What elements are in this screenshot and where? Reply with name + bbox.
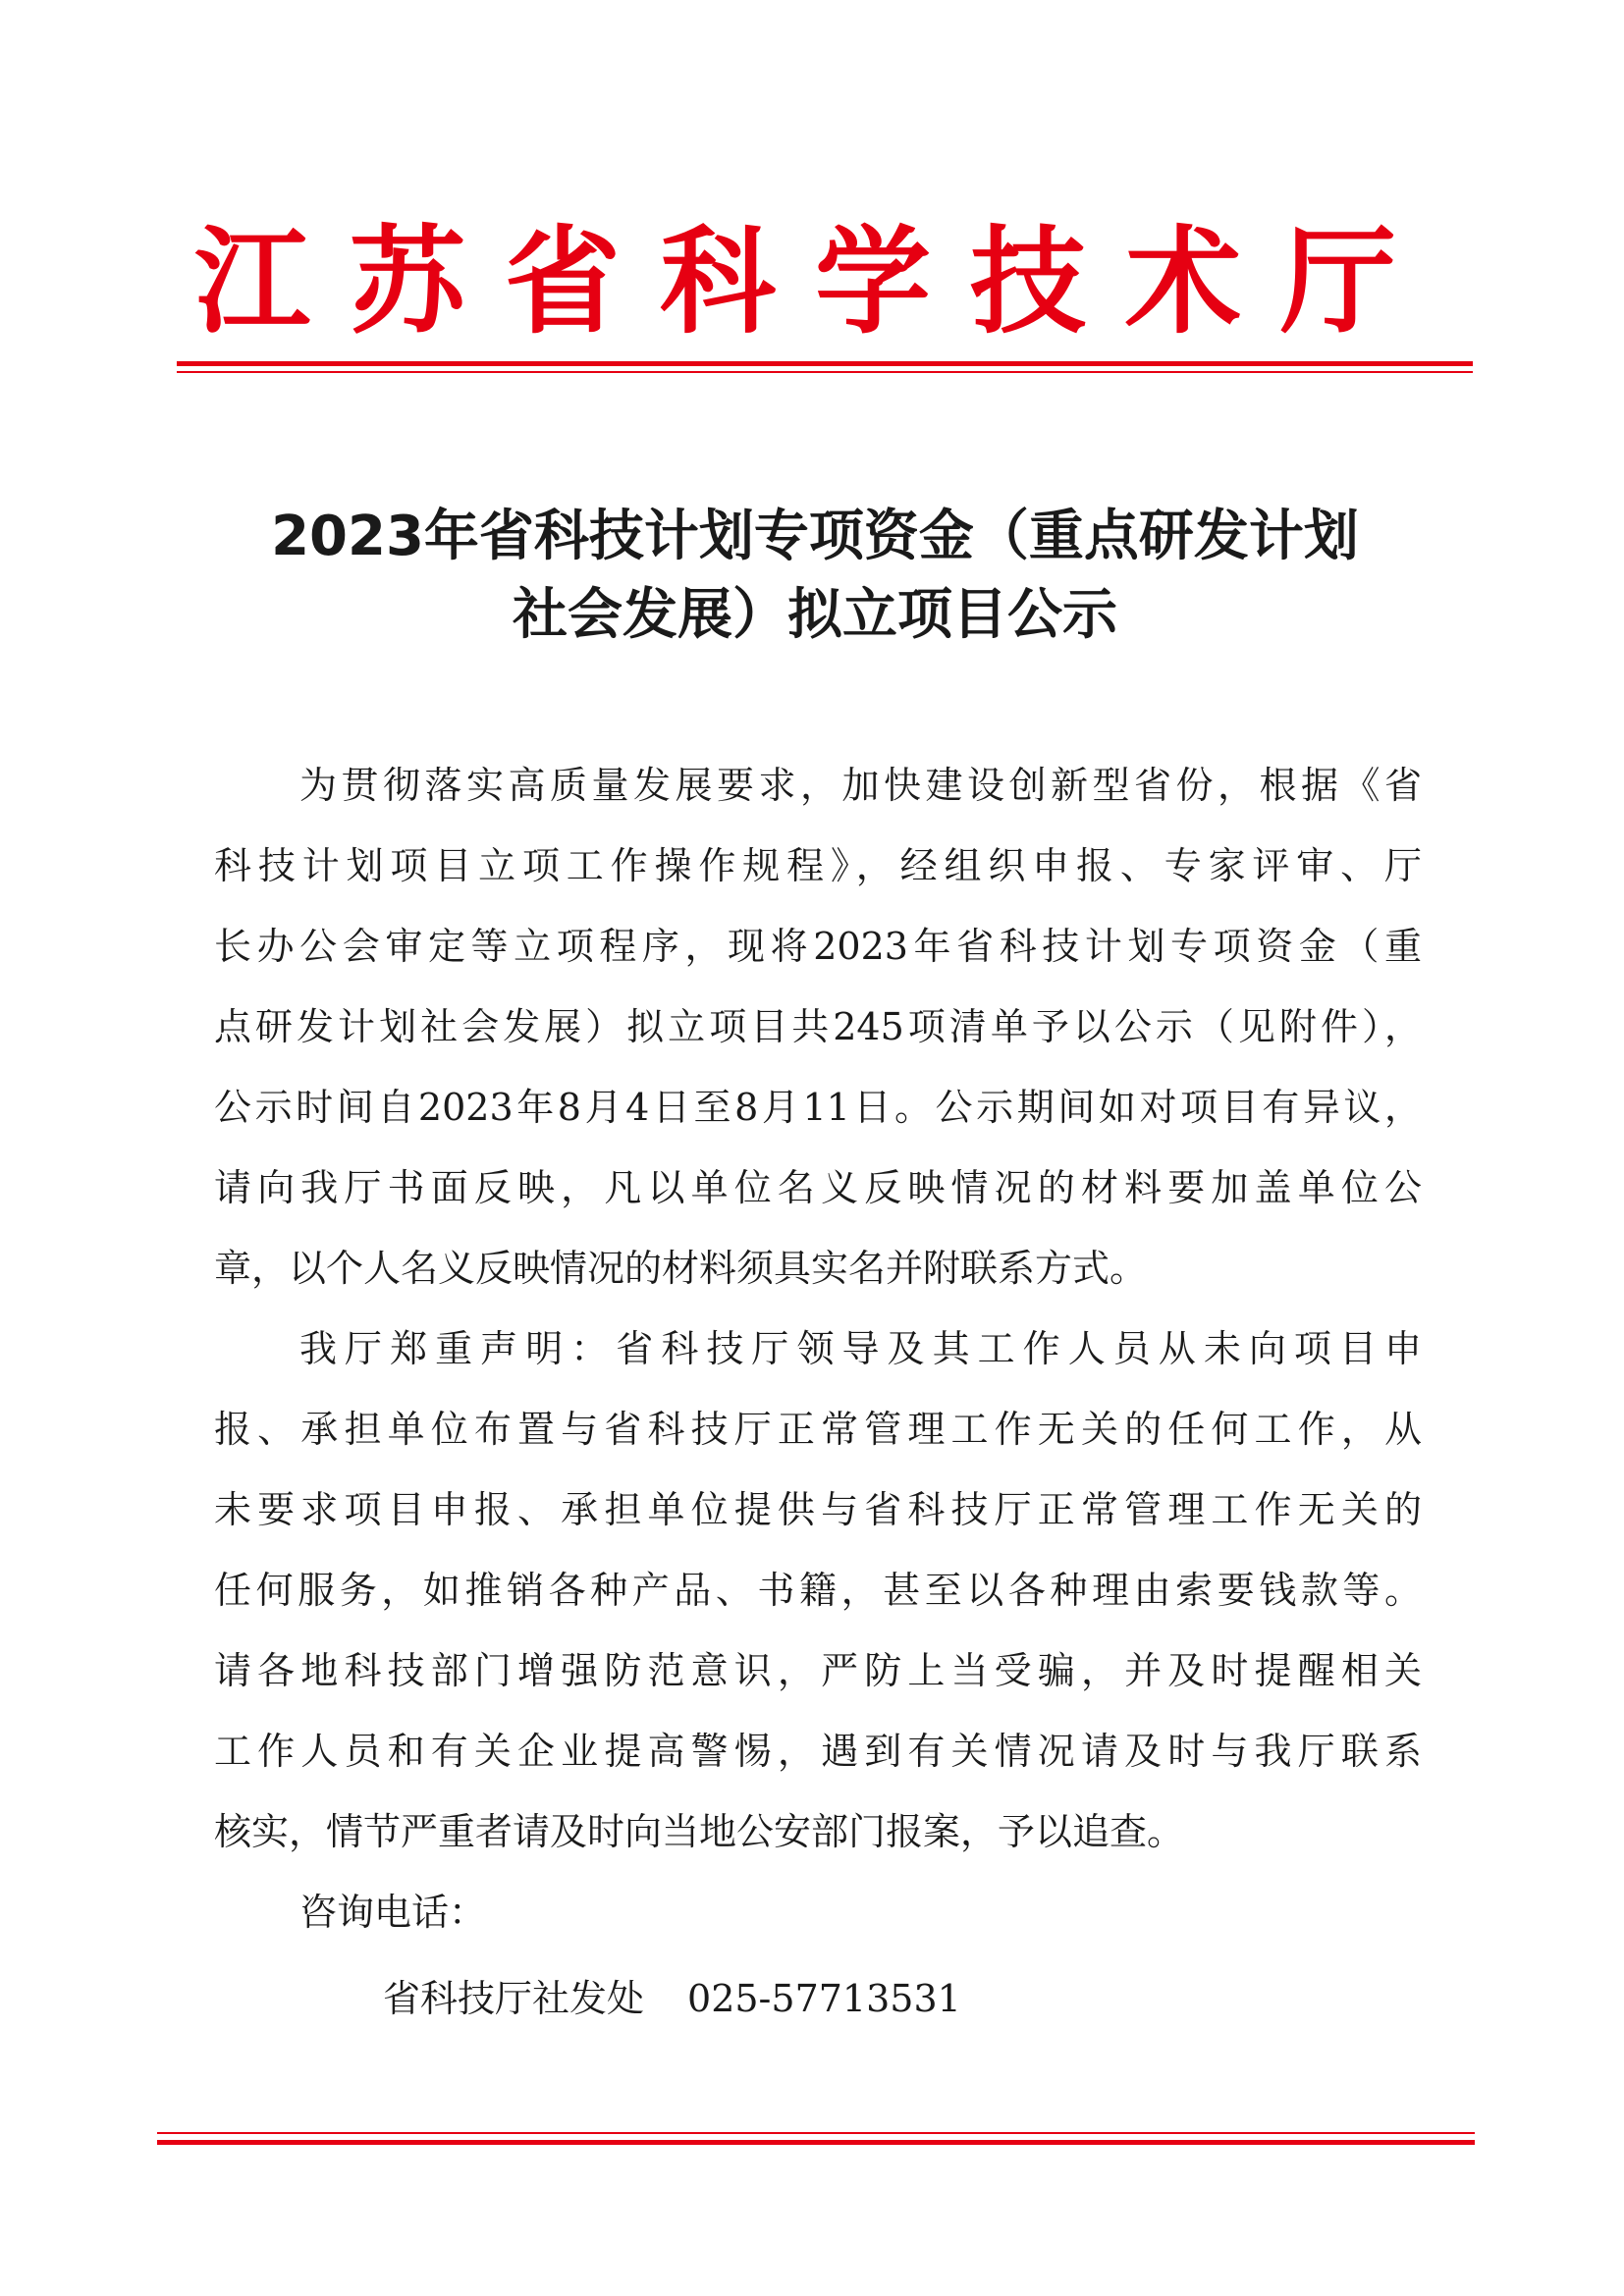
- paragraph-2-line: 我厅郑重声明：省科技厅领导及其工作人员从未向项目申: [299, 1327, 1422, 1370]
- header-rule-thin: [177, 371, 1473, 373]
- agency-masthead: 江苏省科学技术厅: [193, 214, 1435, 349]
- paragraph-1-line: 科技计划项目立项工作操作规程》，经组织申报、专家评审、厅: [214, 844, 1422, 887]
- paragraph-2-line: 核实，情节严重者请及时向当地公安部门报案，予以追查。: [214, 1810, 1185, 1853]
- paragraph-2-line: 未要求项目申报、承担单位提供与省科技厅正常管理工作无关的: [214, 1488, 1422, 1531]
- paragraph-2-line: 请各地科技部门增强防范意识，严防上当受骗，并及时提醒相关: [214, 1649, 1422, 1692]
- paragraph-1-line: 为贯彻落实高质量发展要求，加快建设创新型省份，根据《省: [299, 764, 1422, 807]
- paragraph-1-line: 章，以个人名义反映情况的材料须具实名并附联系方式。: [214, 1247, 1148, 1290]
- paragraph-2-line: 工作人员和有关企业提高警惕，遇到有关情况请及时与我厅联系: [214, 1730, 1422, 1773]
- paragraph-1-line: 请向我厅书面反映，凡以单位名义反映情况的材料要加盖单位公: [214, 1166, 1422, 1209]
- contact-phone: 025-57713531: [687, 1977, 961, 2020]
- consult-label: 咨询电话：: [299, 1891, 487, 1934]
- paragraph-1-line: 点研发计划社会发展）拟立项目共245项清单予以公示（见附件），: [214, 1005, 1422, 1048]
- paragraph-1-line: 公示时间自2023年8月4日至8月11日。公示期间如对项目有异议，: [214, 1086, 1422, 1129]
- document-title-line-2: 社会发展）拟立项目公示: [513, 583, 1117, 647]
- footer-rule-thick: [157, 2140, 1475, 2145]
- paragraph-1-line: 长办公会审定等立项程序，现将2023年省科技计划专项资金（重: [214, 925, 1422, 968]
- paragraph-2-line: 任何服务，如推销各种产品、书籍，甚至以各种理由索要钱款等。: [214, 1569, 1422, 1612]
- contact-department: 省科技厅社发处: [383, 1977, 645, 2020]
- document-title-line-1: 2023年省科技计划专项资金（重点研发计划: [271, 505, 1359, 568]
- footer-rule-thin: [157, 2132, 1475, 2134]
- paragraph-2-line: 报、承担单位布置与省科技厅正常管理工作无关的任何工作，从: [214, 1408, 1422, 1451]
- contact-line: [383, 1973, 961, 2024]
- header-rule-thick: [177, 361, 1473, 366]
